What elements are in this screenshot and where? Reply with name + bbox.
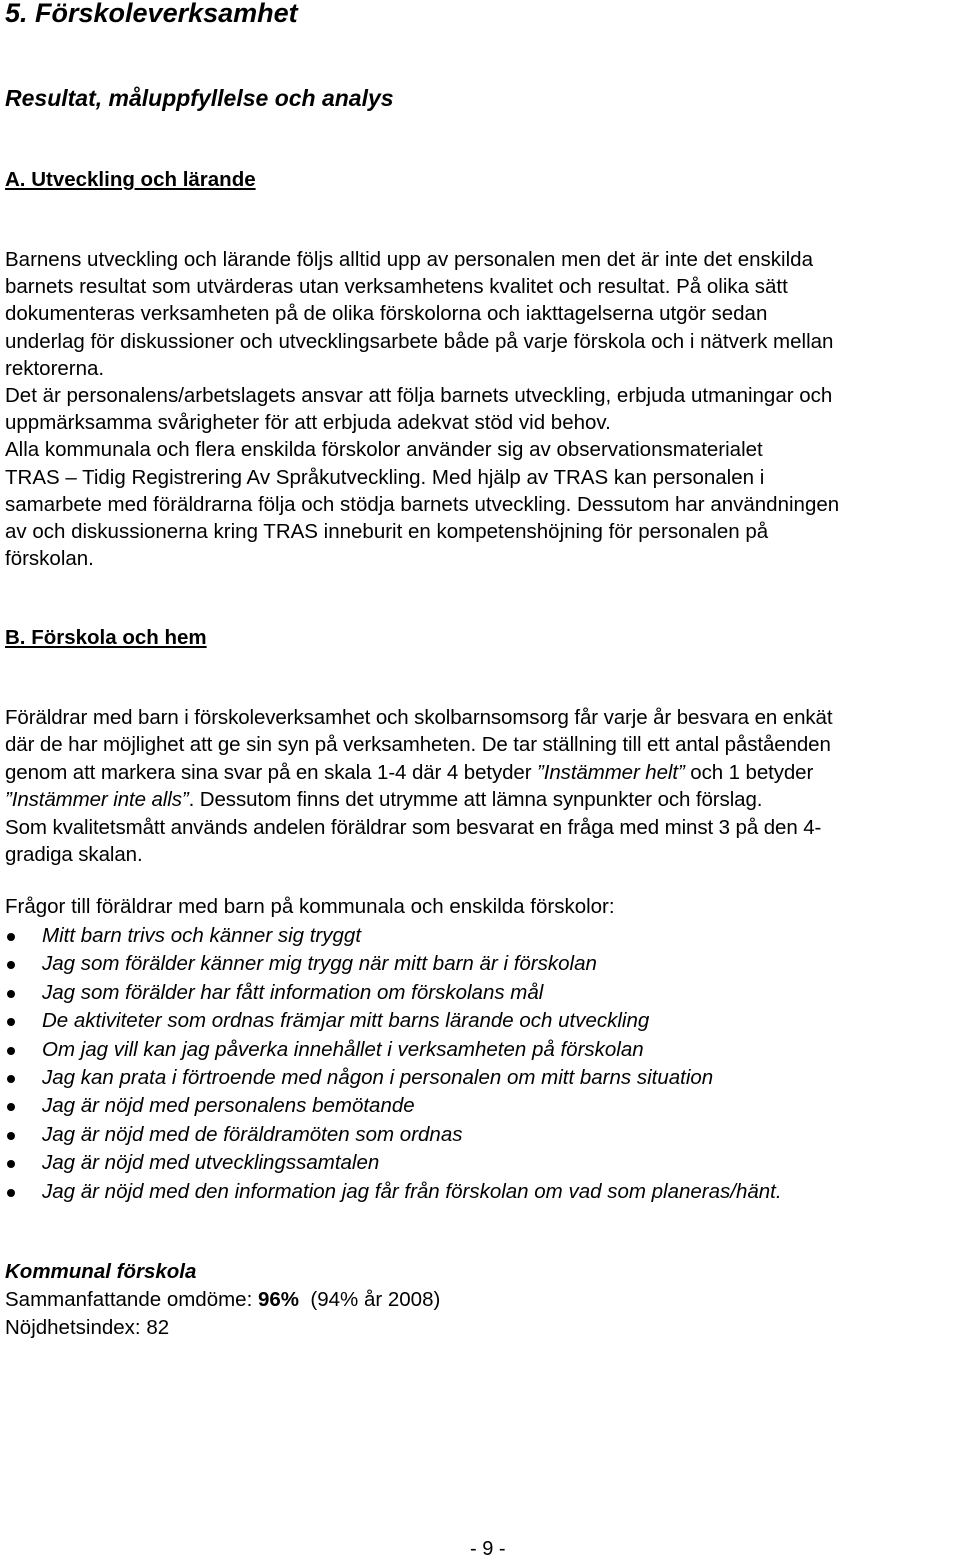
list-item [5,1121,955,1149]
summary-previous: (94% år 2008) [299,1288,441,1311]
list-item [5,1092,955,1120]
section-b-text: genom att markera sina svar på en skala 1-4 där 4 betyder [5,760,538,784]
section-a-line: rektorerna. [5,356,105,380]
section-b-text: . Dessutom finns det utrymme att lämna synpunkter och förslag. [188,788,763,812]
question-text: Om jag vill kan jag påverka innehållet i verksamheten på förskolan [42,1037,644,1061]
index-label: Nöjdhetsindex: [5,1316,147,1339]
section-a-line: underlag för diskussioner och utvecklingsarbete både på varje förskola och i nätverk mellan [5,329,834,353]
section-b-line [5,786,960,813]
section-b-line [5,759,960,786]
summary-label: Sammanfattande omdöme: [5,1288,258,1311]
section-b-line: gradiga skalan. [5,843,143,867]
bullet-icon [7,1018,15,1026]
section-a-line: samarbete med föräldrarna följa och stödja barnets utveckling. Dessutom har användningen [5,492,840,516]
index-value: 82 [146,1316,170,1339]
bullet-icon [7,1103,15,1111]
section-a-line: förskolan. [5,547,94,571]
kommunal-title: Kommunal förskola [5,1260,197,1283]
summary-value: 96% [257,1288,299,1311]
question-text: Jag kan prata i förtroende med någon i personalen om mitt barns situation [42,1065,714,1089]
scale-bottom-label: ”Instämmer inte alls” [5,788,189,812]
question-text: De aktiviteter som ordnas främjar mitt barns lärande och utveckling [42,1009,650,1033]
list-item [5,979,955,1007]
bullet-icon [7,1047,15,1055]
bullet-icon [7,1075,15,1083]
page-heading: 5. Förskoleverksamhet [5,0,298,28]
section-b-line: Som kvalitetsmått används andelen föräldrar som besvarat en fråga med minst 3 på den 4- [5,815,822,839]
section-a-line: Barnens utveckling och lärande följs alltid upp av personalen men det är inte det enskilda [5,248,813,271]
section-b-line: där de har möjlighet att ge sin syn på verksamheten. De tar ställning till ett antal påståenden [5,733,831,757]
list-item [5,1007,955,1035]
question-text: Jag som förälder har fått information om förskolans mål [42,980,544,1004]
list-item [5,922,955,950]
summary-line [5,1286,440,1314]
section-a-line: barnets resultat som utvärderas utan verksamhetens kvalitet och resultat. På olika sätt [5,275,788,299]
index-line [5,1314,440,1342]
bullet-icon [7,1132,15,1140]
scale-top-label: ”Instämmer helt” [537,760,685,784]
list-item [5,1178,955,1206]
questions-list [5,922,955,1206]
list-item [5,950,955,978]
bullet-icon [7,1160,15,1168]
bullet-icon [7,961,15,969]
section-a-line: Det är personalens/arbetslagets ansvar att följa barnets utveckling, erbjuda utmaningar och [5,384,833,408]
question-text: Jag är nöjd med utvecklingssamtalen [42,1151,380,1175]
list-item [5,1064,955,1092]
list-item [5,1149,955,1177]
questions-intro: Frågor till föräldrar med barn på kommunala och enskilda förskolor: [5,895,615,918]
kommunal-results [5,1258,440,1342]
question-text: Mitt barn trivs och känner sig tryggt [42,924,362,947]
question-text: Jag som förälder känner mig trygg när mitt barn är i förskolan [42,952,597,976]
page-subheading: Resultat, måluppfyllelse och analys [5,85,394,111]
list-item [5,1036,955,1064]
bullet-icon [7,990,15,998]
section-b-text: och 1 betyder [684,760,814,784]
section-a-title: A. Utveckling och lärande [5,168,256,191]
section-a-line: uppmärksamma svårigheter för att erbjuda adekvat stöd vid behov. [5,411,611,435]
question-text: Jag är nöjd med den information jag får från förskolan om vad som planeras/hänt. [42,1179,782,1203]
bullet-icon [7,933,15,941]
section-a-line: dokumenteras verksamheten på de olika förskolorna och iakttagelserna utgör sedan [5,302,768,326]
section-a-body [5,246,960,572]
section-b-line: Föräldrar med barn i förskoleverksamhet och skolbarnsomsorg får varje år besvara en enkät [5,706,833,729]
question-text: Jag är nöjd med de föräldramöten som ordnas [42,1122,463,1146]
bullet-icon [7,1189,15,1197]
question-text: Jag är nöjd med personalens bemötande [42,1094,415,1118]
section-a-line: Alla kommunala och flera enskilda förskolor använder sig av observationsmaterialet [5,438,763,462]
page-number: - 9 - [470,1538,506,1560]
section-b-body [5,704,960,868]
section-a-line: TRAS – Tidig Registrering Av Språkutveckling. Med hjälp av TRAS kan personalen i [5,465,765,489]
section-a-line: av och diskussionerna kring TRAS inneburit en kompetenshöjning för personalen på [5,520,769,544]
section-b-title: B. Förskola och hem [5,626,207,649]
